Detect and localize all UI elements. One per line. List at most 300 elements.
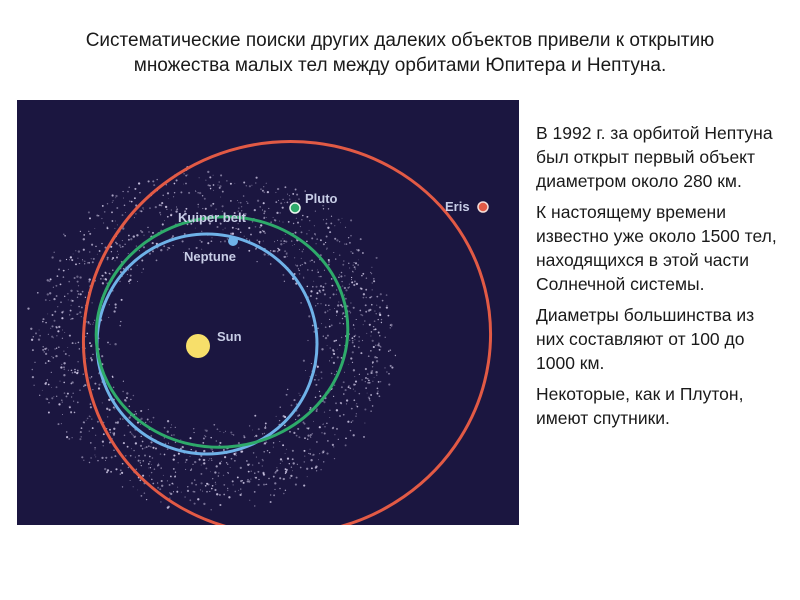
dust-particle xyxy=(71,396,72,397)
dust-particle xyxy=(97,254,98,255)
dust-particle xyxy=(358,336,360,338)
dust-particle xyxy=(90,357,92,359)
dust-particle xyxy=(60,301,62,303)
dust-particle xyxy=(232,227,234,229)
dust-particle xyxy=(370,394,372,396)
dust-particle xyxy=(307,438,309,440)
dust-particle xyxy=(339,274,340,275)
dust-particle xyxy=(161,202,163,204)
dust-particle xyxy=(292,450,294,452)
dust-particle xyxy=(135,213,137,215)
dust-particle xyxy=(207,242,209,244)
dust-particle xyxy=(344,372,345,373)
dust-particle xyxy=(60,366,62,368)
dust-particle xyxy=(184,496,186,498)
dust-particle xyxy=(365,377,367,379)
dust-particle xyxy=(275,471,276,472)
dust-particle xyxy=(163,475,164,476)
dust-particle xyxy=(139,192,140,193)
dust-particle xyxy=(81,436,82,437)
dust-particle xyxy=(71,305,72,306)
dust-particle xyxy=(50,328,51,329)
dust-particle xyxy=(169,484,171,486)
dust-particle xyxy=(203,503,205,505)
dust-particle xyxy=(372,289,373,290)
dust-particle xyxy=(325,223,327,225)
dust-particle xyxy=(163,245,165,247)
dust-particle xyxy=(160,214,161,215)
dust-particle xyxy=(78,285,79,286)
dust-particle xyxy=(371,267,372,268)
dust-particle xyxy=(321,348,323,350)
dust-particle xyxy=(63,276,65,278)
dust-particle xyxy=(145,422,146,423)
dust-particle xyxy=(80,231,81,232)
dust-particle xyxy=(114,228,115,229)
dust-particle xyxy=(194,461,196,463)
dust-particle xyxy=(151,472,152,473)
dust-particle xyxy=(97,421,99,423)
dust-particle xyxy=(273,476,275,478)
dust-particle xyxy=(39,329,40,330)
dust-particle xyxy=(216,226,218,228)
dust-particle xyxy=(51,256,53,258)
dust-particle xyxy=(199,192,201,194)
dust-particle xyxy=(352,271,353,272)
dust-particle xyxy=(372,282,373,283)
dust-particle xyxy=(318,459,319,460)
dust-particle xyxy=(307,286,308,287)
dust-particle xyxy=(167,192,169,194)
title-line-1: Систематические поиски других далеких объектов привели к открытию xyxy=(85,30,715,51)
dust-particle xyxy=(259,243,260,244)
dust-particle xyxy=(120,246,121,247)
dust-particle xyxy=(293,432,295,434)
dust-particle xyxy=(89,416,90,417)
dust-particle xyxy=(115,221,116,222)
dust-particle xyxy=(349,340,350,341)
dust-particle xyxy=(123,381,124,382)
dust-particle xyxy=(114,343,116,345)
dust-particle xyxy=(249,500,250,501)
dust-particle xyxy=(304,456,305,457)
dust-particle xyxy=(81,427,83,429)
dust-particle xyxy=(67,393,69,395)
dust-particle xyxy=(115,260,116,261)
dust-particle xyxy=(83,460,84,461)
dust-particle xyxy=(107,416,108,417)
dust-particle xyxy=(369,400,370,401)
dust-particle xyxy=(341,281,342,282)
dust-particle xyxy=(243,195,245,197)
dust-particle xyxy=(107,469,109,471)
dust-particle xyxy=(349,284,350,285)
dust-particle xyxy=(220,197,221,198)
dust-particle xyxy=(321,378,322,379)
dust-particle xyxy=(381,319,382,320)
dust-particle xyxy=(61,399,63,401)
dust-particle xyxy=(370,272,371,273)
dust-particle xyxy=(63,270,65,272)
dust-particle xyxy=(220,431,221,432)
dust-particle xyxy=(205,430,206,431)
dust-particle xyxy=(56,386,58,388)
dust-particle xyxy=(278,200,279,201)
dust-particle xyxy=(264,253,266,255)
dust-particle xyxy=(343,414,345,416)
dust-particle xyxy=(115,307,117,309)
dust-particle xyxy=(288,221,290,223)
dust-particle xyxy=(123,198,124,199)
dust-particle xyxy=(176,491,178,493)
dust-particle xyxy=(92,389,93,390)
dust-particle xyxy=(173,196,174,197)
dust-particle xyxy=(77,402,79,404)
dust-particle xyxy=(340,402,342,404)
dust-particle xyxy=(58,268,60,270)
dust-particle xyxy=(73,254,74,255)
dust-particle xyxy=(336,239,338,241)
dust-particle xyxy=(77,370,79,372)
dust-particle xyxy=(122,240,123,241)
dust-particle xyxy=(298,436,300,438)
dust-particle xyxy=(257,200,259,202)
dust-particle xyxy=(372,381,373,382)
dust-particle xyxy=(116,207,118,209)
dust-particle xyxy=(48,280,50,282)
dust-particle xyxy=(262,433,263,434)
dust-particle xyxy=(185,175,187,177)
dust-particle xyxy=(339,415,341,417)
dust-particle xyxy=(160,501,161,502)
dust-particle xyxy=(47,313,48,314)
dust-particle xyxy=(264,232,266,234)
dust-particle xyxy=(212,478,213,479)
dust-particle xyxy=(89,251,90,252)
dust-particle xyxy=(316,238,318,240)
dust-particle xyxy=(333,252,334,253)
dust-particle xyxy=(334,374,335,375)
dust-particle xyxy=(201,241,203,243)
dust-particle xyxy=(388,315,390,317)
dust-particle xyxy=(349,311,351,313)
dust-particle xyxy=(238,202,239,203)
dust-particle xyxy=(395,355,396,356)
dust-particle xyxy=(187,490,189,492)
dust-particle xyxy=(223,432,224,433)
dust-particle xyxy=(327,310,328,311)
dust-particle xyxy=(107,342,109,344)
dust-particle xyxy=(315,465,317,467)
dust-particle xyxy=(89,278,91,280)
dust-particle xyxy=(102,441,104,443)
dust-particle xyxy=(75,342,77,344)
dust-particle xyxy=(353,399,355,401)
dust-particle xyxy=(107,227,109,229)
dust-particle xyxy=(47,379,48,380)
dust-particle xyxy=(92,427,94,429)
dust-particle xyxy=(365,387,366,388)
dust-particle xyxy=(270,250,271,251)
dust-particle xyxy=(320,371,322,373)
dust-particle xyxy=(299,273,301,275)
dust-particle xyxy=(342,312,344,314)
dust-particle xyxy=(339,344,341,346)
dust-particle xyxy=(309,376,310,377)
dust-particle xyxy=(329,319,330,320)
dust-particle xyxy=(116,243,118,245)
dust-particle xyxy=(277,240,278,241)
dust-particle xyxy=(175,427,176,428)
dust-particle xyxy=(347,287,349,289)
dust-particle xyxy=(170,214,172,216)
eris-orbit xyxy=(42,100,519,525)
dust-particle xyxy=(246,185,247,186)
dust-particle xyxy=(355,262,357,264)
dust-particle xyxy=(280,202,282,204)
dust-particle xyxy=(49,300,50,301)
dust-particle xyxy=(149,253,151,255)
dust-particle xyxy=(354,336,356,338)
dust-particle xyxy=(315,305,316,306)
dust-particle xyxy=(345,389,347,391)
dust-particle xyxy=(45,382,46,383)
dust-particle xyxy=(150,441,152,443)
dust-particle xyxy=(263,484,265,486)
dust-particle xyxy=(353,383,355,385)
dust-particle xyxy=(226,462,227,463)
dust-particle xyxy=(66,395,68,397)
dust-particle xyxy=(258,462,259,463)
dust-particle xyxy=(336,315,337,316)
dust-particle xyxy=(249,425,250,426)
dust-particle xyxy=(361,275,363,277)
dust-particle xyxy=(206,483,208,485)
dust-particle xyxy=(329,297,331,299)
dust-particle xyxy=(348,263,349,264)
dust-particle xyxy=(90,406,92,408)
dust-particle xyxy=(316,441,317,442)
dust-particle xyxy=(157,487,159,489)
dust-particle xyxy=(354,339,355,340)
dust-particle xyxy=(230,183,232,185)
dust-particle xyxy=(358,259,359,260)
dust-particle xyxy=(273,442,274,443)
dust-particle xyxy=(219,187,221,189)
dust-particle xyxy=(134,436,136,438)
title-line-2: множества малых тел между орбитами Юпитера и Нептуна. xyxy=(133,55,667,76)
dust-particle xyxy=(235,452,237,454)
dust-particle xyxy=(354,266,356,268)
dust-particle xyxy=(153,184,155,186)
dust-particle xyxy=(141,495,143,497)
dust-particle xyxy=(340,222,341,223)
dust-particle xyxy=(159,488,161,490)
dust-particle xyxy=(122,214,124,216)
dust-particle xyxy=(291,467,292,468)
dust-particle xyxy=(287,194,288,195)
dust-particle xyxy=(244,236,245,237)
dust-particle xyxy=(282,461,283,462)
dust-particle xyxy=(142,448,144,450)
dust-particle xyxy=(355,416,356,417)
dust-particle xyxy=(343,323,344,324)
dust-particle xyxy=(75,263,77,265)
dust-particle xyxy=(246,201,247,202)
dust-particle xyxy=(374,311,375,312)
dust-particle xyxy=(255,226,257,228)
dust-particle xyxy=(356,413,357,414)
dust-particle xyxy=(372,340,374,342)
dust-particle xyxy=(379,314,381,316)
dust-particle xyxy=(66,431,68,433)
dust-particle xyxy=(122,191,123,192)
dust-particle xyxy=(305,370,306,371)
dust-particle xyxy=(131,433,132,434)
dust-particle xyxy=(380,381,381,382)
dust-particle xyxy=(51,356,52,357)
dust-particle xyxy=(107,203,108,204)
dust-particle xyxy=(258,484,260,486)
dust-particle xyxy=(324,293,326,295)
dust-particle xyxy=(331,324,333,326)
dust-particle xyxy=(330,347,331,348)
dust-particle xyxy=(206,491,208,493)
dust-particle xyxy=(193,491,195,493)
dust-particle xyxy=(102,205,104,207)
dust-particle xyxy=(148,231,149,232)
dust-particle xyxy=(117,422,119,424)
dust-particle xyxy=(269,452,270,453)
dust-particle xyxy=(327,345,328,346)
dust-particle xyxy=(290,201,291,202)
dust-particle xyxy=(154,468,156,470)
dust-particle xyxy=(78,342,80,344)
dust-particle xyxy=(140,424,141,425)
dust-particle xyxy=(350,219,352,221)
dust-particle xyxy=(142,207,144,209)
dust-particle xyxy=(337,349,338,350)
dust-particle xyxy=(303,360,305,362)
dust-particle xyxy=(287,458,289,460)
dust-particle xyxy=(326,423,327,424)
dust-particle xyxy=(64,392,66,394)
dust-particle xyxy=(274,489,275,490)
dust-particle xyxy=(95,449,96,450)
dust-particle xyxy=(128,253,129,254)
dust-particle xyxy=(369,324,371,326)
dust-particle xyxy=(237,476,239,478)
dust-particle xyxy=(354,262,355,263)
dust-particle xyxy=(139,250,140,251)
dust-particle xyxy=(320,239,322,241)
dust-particle xyxy=(62,402,63,403)
dust-particle xyxy=(373,326,374,327)
dust-particle xyxy=(359,393,361,395)
dust-particle xyxy=(112,376,114,378)
dust-particle xyxy=(39,395,40,396)
dust-particle xyxy=(338,276,340,278)
dust-particle xyxy=(388,350,389,351)
dust-particle xyxy=(270,494,271,495)
dust-particle xyxy=(112,202,113,203)
dust-particle xyxy=(56,396,57,397)
dust-particle xyxy=(130,275,132,277)
dust-particle xyxy=(280,407,281,408)
dust-particle xyxy=(368,355,370,357)
dust-particle xyxy=(365,297,366,298)
dust-particle xyxy=(265,422,267,424)
dust-particle xyxy=(73,401,74,402)
dust-particle xyxy=(260,188,262,190)
dust-particle xyxy=(278,249,280,251)
dust-particle xyxy=(87,418,89,420)
dust-particle xyxy=(102,275,104,277)
dust-particle xyxy=(79,348,80,349)
dust-particle xyxy=(122,418,123,419)
dust-particle xyxy=(279,212,281,214)
dust-particle xyxy=(82,259,83,260)
dust-particle xyxy=(279,420,280,421)
dust-particle xyxy=(304,461,306,463)
dust-particle xyxy=(323,336,324,337)
dust-particle xyxy=(106,471,108,473)
dust-particle xyxy=(123,442,125,444)
dust-particle xyxy=(293,223,294,224)
dust-particle xyxy=(253,452,255,454)
dust-particle xyxy=(320,291,322,293)
dust-particle xyxy=(342,218,343,219)
dust-particle xyxy=(270,263,272,265)
dust-particle xyxy=(323,243,325,245)
dust-particle xyxy=(218,181,220,183)
dust-particle xyxy=(289,463,290,464)
sun-label: Sun xyxy=(217,329,242,344)
dust-particle xyxy=(298,268,299,269)
dust-particle xyxy=(367,373,369,375)
dust-particle xyxy=(81,456,83,458)
dust-particle xyxy=(248,227,250,229)
dust-particle xyxy=(306,241,307,242)
dust-particle xyxy=(140,460,141,461)
dust-particle xyxy=(141,260,143,262)
dust-particle xyxy=(350,430,351,431)
dust-particle xyxy=(384,367,385,368)
dust-particle xyxy=(355,268,356,269)
dust-particle xyxy=(333,293,335,295)
dust-particle xyxy=(365,381,366,382)
dust-particle xyxy=(376,313,377,314)
dust-particle xyxy=(311,467,313,469)
dust-particle xyxy=(201,482,203,484)
dust-particle xyxy=(44,348,46,350)
dust-particle xyxy=(124,244,125,245)
dust-particle xyxy=(345,444,347,446)
dust-particle xyxy=(182,446,184,448)
slide-title xyxy=(40,28,760,78)
dust-particle xyxy=(33,336,34,337)
dust-particle xyxy=(131,448,132,449)
dust-particle xyxy=(176,207,177,208)
dust-particle xyxy=(90,442,92,444)
dust-particle xyxy=(265,426,266,427)
dust-particle xyxy=(375,371,377,373)
dust-particle xyxy=(306,468,308,470)
dust-particle xyxy=(236,455,237,456)
dust-particle xyxy=(202,491,203,492)
dust-particle xyxy=(355,391,356,392)
dust-particle xyxy=(30,328,32,330)
